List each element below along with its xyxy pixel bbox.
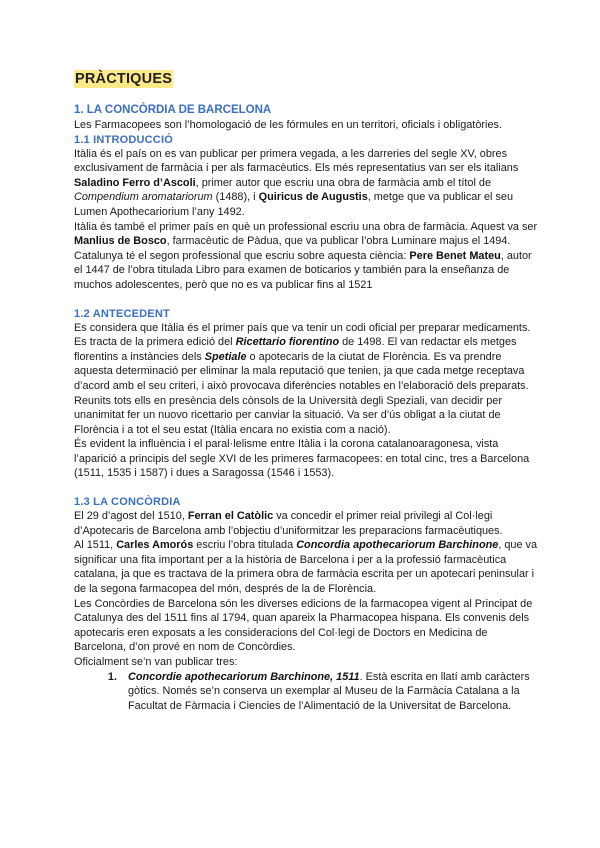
author-saladino: Saladino Ferro d’Ascoli [74,176,196,189]
concordia-paragraph-4: Oficialment se’n van publicar tres: [74,656,238,668]
author-manlius: Manlius de Bosco [74,235,167,248]
publications-list [74,670,540,714]
concordia-paragraph-2: Al 1511, Carles Amorós escriu l’obra titulada Concordia apothecariorum Barchinone, que va significar una fita important per a la història de Barcelona i per a la professió farmacèutica catalana, ja que es tractava de la primera obra de farmàcia escrita per un apotecari peninsular i de la segona farmacopea del món, després de la de Florència. [74,539,538,596]
section-intro: Les Farmacopees son l’homologació de les fórmules en un territori, oficials i obligatòries. [74,119,502,131]
introduccio-paragraph-2: Itàlia és també el primer país en què un professional escriu una obra de farmàcia. Aquest va ser Manlius de Bosco, farmacèutic de Pàdua, que va publicar l’obra Luminare majus el 1494. [74,220,538,248]
author-quiricus: Quiricus de Augustis [258,191,368,204]
list-item: 1. Concordie apothecariorum Barchinone, 1511. Està escrita en llatí amb caràcters gòtics. Només se’n conserva un exemplar al Museu de la Farmàcia Catalana a la Facultat de Fàrmacia i Ciencies de l’Alimentació de la Universitat de Barcelona. [120,670,540,714]
concordia-paragraph-1: El 29 d’agost del 1510, Ferran el Catòlic va concedir el primer reial privilegi al Col·legi d’Apotecaris de Barcelona amb l’objectiu d’uniformitzar les preparacions farmacèutiques. [74,510,503,537]
term-spetiale: Spetiale [204,350,247,363]
antecedent-paragraph-3: És evident la influència i el paral·lelisme entre Itàlia i la corona catalanoaragonesa, vista l’aparició a principis del segle XVI de les primeres farmacopees: en total cinc, tres a Barcelona (1511, 1535 i 1587) i dues a Saragossa (1546 i 1553). [74,438,530,480]
author-pere-benet: Pere Benet Mateu [409,249,501,262]
introduccio-paragraph-3: Catalunya té el segon professional que escriu sobre aquesta ciència: Pere Benet Mateu, autor el 1447 de l’obra titulada Libro para examen de boticarios y también para la enseñanza de muchos adolescentes, però que no es va publicar fins al 1521 [74,249,532,291]
concordia-paragraph-3: Les Concòrdies de Barcelona són les diverses edicions de la farmacopea vigent al Principat de Catalunya des del 1511 fins al 1794, quan apareix la Pharmacopea hispana. Els convenis dels apotecaris eren exposats a les consideracions del Col·legi de Doctors en Medicina de Barcelona, d’on prové en nom de Concòrdies. [74,597,533,654]
title-compendium: Compendium aromatariorum [74,191,213,204]
title-ricettario: Ricettario fiorentino [235,336,340,349]
person-carles-amoros: Carles Amorós [116,539,194,552]
subsection-heading-antecedent: 1.2 ANTECEDENT [74,307,170,320]
document-title: PRÀCTIQUES [75,71,173,87]
subsection-heading-introduccio: 1.1 INTRODUCCIÓ [74,133,173,146]
section-heading-concordia-barcelona: 1. LA CONCÒRDIA DE BARCELONA [74,104,272,116]
antecedent-paragraph-1: Es considera que Itàlia és el primer país que va tenir un codi oficial per preparar medicaments. Es tracta de la primera edició del Ricettario fiorentino de 1498. El van redactar els metges florentins a instàncies dels Spetiale o apotecaris de la ciutat de Florència. Es va prendre aquesta determinació per eliminar la mala reputació que tenien, ja que cada metge receptava d’acord amb el seu criteri, i això provocava diferències notables en l’elaboració dels preparats. [74,321,531,392]
introduccio-paragraph-1: Itàlia és el país on es van publicar per primera vegada, a les darreries del segle XV, obres exclusivament de farmàcia i per als farmacèutics. Els més representatius van ser els italians Saladino Ferro d’Ascoli, primer autor que escriu una obra de farmàcia amb el títol de Compendium aromatariorum (1488), i Quiricus de Augustis, metge que va publicar el seu Lumen Apothecariorium l’any 1492. [74,147,519,218]
title-concordia-apothecariorum: Concordia apothecariorum Barchinone [296,539,499,552]
title-concordie-1511: Concordie apothecariorum Barchinone, 1511 [128,670,360,683]
subsection-heading-concordia: 1.3 LA CONCÒRDIA [74,496,181,509]
antecedent-paragraph-2: Reunits tots ells en presència dels cònsols de la Università degli Speziali, van decidir per unanimitat fer un nuovo ricettario per canviar la situació. Va ser d’ús obligat a la ciutat de Florència i a tot el seu estat (Itàlia encara no existia com a nació). [74,394,502,436]
person-ferran: Ferran el Catòlic [187,510,274,523]
